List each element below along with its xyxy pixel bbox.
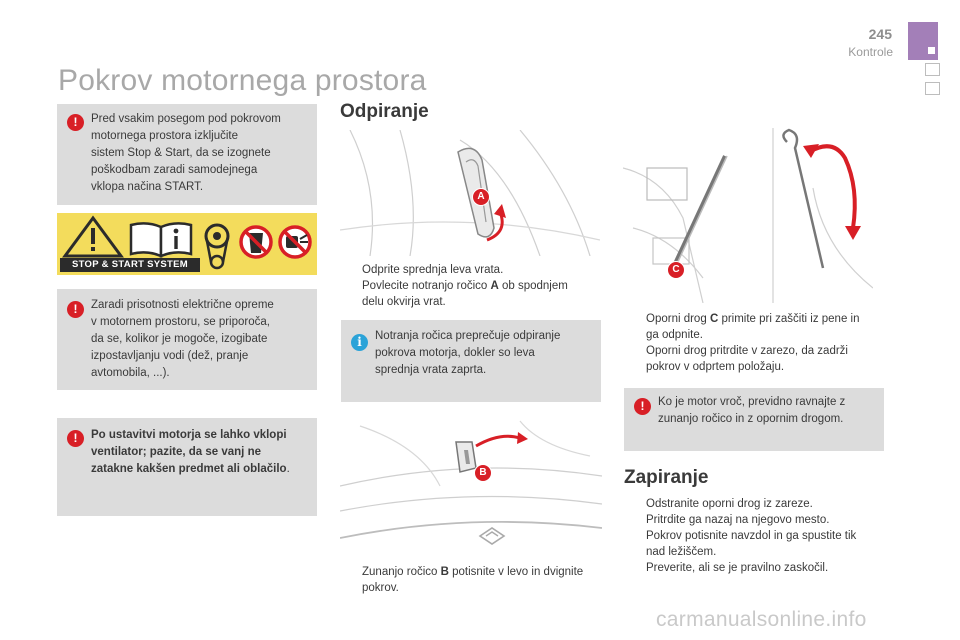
box-line: v motornem prostoru, se priporoča, xyxy=(91,316,270,328)
warning-box-hot-engine xyxy=(624,388,884,451)
box-line: pokrova motorja, dokler so leva xyxy=(375,347,535,359)
box-line: zatakne kakšen predmet ali oblačilo xyxy=(91,463,287,475)
steps-lever-a xyxy=(340,262,602,310)
warning-triangle-icon xyxy=(65,218,121,256)
section-name: Kontrole xyxy=(848,45,893,59)
box-line: da se, kolikor je mogoče, izogibate xyxy=(91,333,268,345)
no-hands-icon xyxy=(241,227,271,257)
warning-icon: ! xyxy=(67,114,84,131)
list-item: Oporni drog pritrdite v zarezo, da zadrži pokrov v odprtem položaju. xyxy=(646,345,848,373)
box-line: motornega prostora izključite xyxy=(91,130,239,142)
box-line: Ko je motor vroč, previdno ravnajte z xyxy=(658,396,846,408)
box-line: vklopa načina START. xyxy=(91,181,204,193)
chapter-tab[interactable] xyxy=(925,63,940,76)
callout-a: A xyxy=(472,188,490,206)
list-item: Pritrdite ga nazaj na njegovo mesto. xyxy=(646,514,830,526)
callout-b: B xyxy=(474,464,492,482)
chapter-tab-active[interactable] xyxy=(908,22,938,60)
stop-start-pictogram-label xyxy=(57,213,317,275)
box-line: Notranja ročica preprečuje odpiranje xyxy=(375,330,561,342)
box-line: sistem Stop & Start, da se izognete xyxy=(91,147,271,159)
list-item: Preverite, ali se je pravilno zaskočil. xyxy=(646,562,829,574)
box-line: Pred vsakim posegom pod pokrovom xyxy=(91,113,281,125)
warning-box-fan xyxy=(57,418,317,516)
warning-icon: ! xyxy=(67,301,84,318)
warning-box-water xyxy=(57,289,317,390)
stop-start-system-label: STOP & START SYSTEM xyxy=(60,258,200,272)
chapter-tab[interactable] xyxy=(925,82,940,95)
box-line: avtomobila, ...). xyxy=(91,367,170,379)
info-icon: i xyxy=(351,334,368,351)
callout-c: C xyxy=(667,261,685,279)
box-line: ventilator; pazite, da se vanj ne xyxy=(91,446,261,458)
list-item: Odprite sprednja leva vrata. xyxy=(362,264,504,276)
steps-closing xyxy=(624,496,886,576)
warning-icon: ! xyxy=(67,430,84,447)
list-item: Povlecite notranjo ročico A ob spodnjem delu okvirja vrat. xyxy=(362,280,568,308)
warning-icon: ! xyxy=(634,398,651,415)
info-box-interior-lever xyxy=(341,320,601,402)
watermark: carmanualsonline.info xyxy=(656,608,867,631)
heading-opening: Odpiranje xyxy=(340,101,429,122)
list-item: Pokrov potisnite navzdol in ga spustite tik nad ležiščem. xyxy=(646,530,857,558)
illustration-interior-lever xyxy=(340,130,600,256)
illustration-exterior-lever xyxy=(340,416,602,558)
warning-box-stop-start xyxy=(57,104,317,205)
fan-belt-icon xyxy=(206,225,228,268)
box-line: Po ustavitvi motorja se lahko vklopi xyxy=(91,429,287,441)
page-number: 245 xyxy=(868,26,892,42)
list-item: Zunanjo ročico B potisnite v levo in dvignite pokrov. xyxy=(362,566,584,594)
page-title: Pokrov motornega prostora xyxy=(58,64,427,97)
steps-prop-rod xyxy=(624,311,886,375)
no-spray-icon xyxy=(280,227,310,257)
box-line: poškodbam zaradi samodejnega xyxy=(91,164,258,176)
box-line: zunanjo ročico in z opornim drogom. xyxy=(658,413,844,425)
steps-lever-b xyxy=(340,564,602,596)
manual-book-icon xyxy=(131,223,191,256)
heading-closing: Zapiranje xyxy=(624,467,709,488)
box-line: sprednja vrata zaprta. xyxy=(375,364,487,376)
box-line-suffix: . xyxy=(286,463,290,475)
logo-icon xyxy=(480,528,504,544)
box-line: Zaradi prisotnosti električne opreme xyxy=(91,299,274,311)
illustration-prop-rod xyxy=(623,128,873,303)
list-item: Oporni drog C primite pri zaščiti iz pene in ga odpnite. xyxy=(646,313,860,341)
box-line: izpostavljanju vodi (dež, pranje xyxy=(91,350,249,362)
list-item: Odstranite oporni drog iz zareze. xyxy=(646,498,813,510)
